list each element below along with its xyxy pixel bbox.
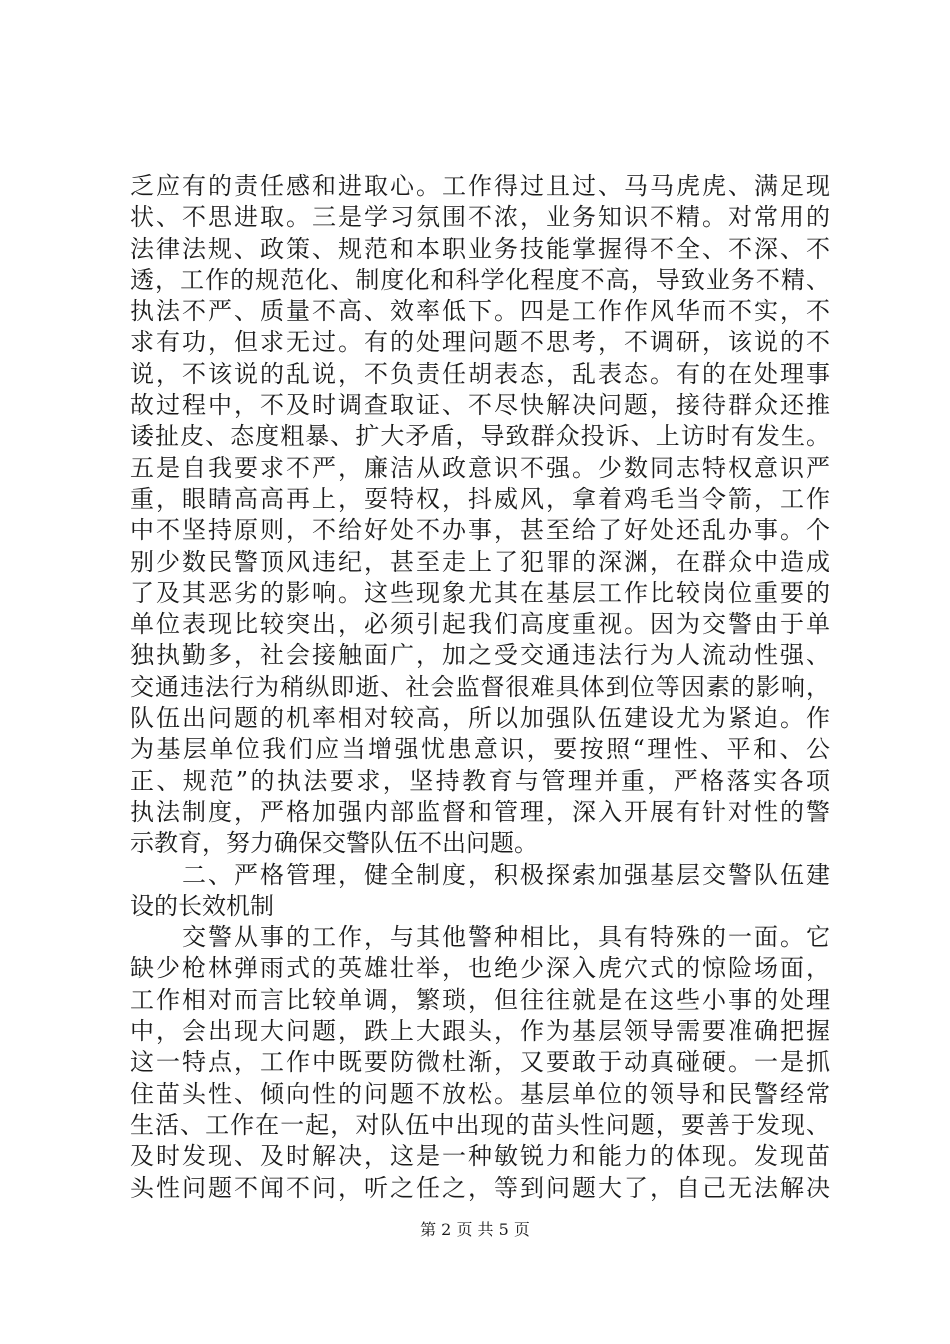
text-line: 执法不严、质量不高、效率低下。四是工作作风华而不实，不 — [130, 297, 830, 326]
text-line: 工作相对而言比较单调，繁琐，但往往就是在这些小事的处理 — [130, 985, 830, 1014]
text-line: 单位表现比较突出，必须引起我们高度重视。因为交警由于单 — [130, 610, 830, 639]
text-line: 乏应有的责任感和进取心。工作得过且过、马马虎虎、满足现 — [130, 172, 830, 200]
text-line: 中不坚持原则，不给好处不办事，甚至给了好处还乱办事。个 — [130, 516, 830, 545]
text-line: 执法制度，严格加强内部监督和管理，深入开展有针对性的警 — [130, 797, 830, 826]
text-line: 缺少枪林弹雨式的英雄壮举，也绝少深入虎穴式的惊险场面， — [130, 954, 830, 983]
text-line: 设的长效机制 — [130, 891, 274, 920]
text-line: 法律法规、政策、规范和本职业务技能掌握得不全、不深、不 — [130, 234, 830, 263]
text-line: 头性问题不闻不问，听之任之，等到问题大了，自己无法解决 — [130, 1173, 830, 1202]
text-line: 诿扯皮、态度粗暴、扩大矛盾，导致群众投诉、上访时有发生。 — [130, 422, 830, 451]
text-line: 求有功，但求无过。有的处理问题不思考，不调研，该说的不 — [130, 328, 830, 357]
text-line: 五是自我要求不严，廉洁从政意识不强。少数同志特权意识严 — [130, 453, 830, 482]
text-line: 为基层单位我们应当增强忧患意识，要按照“理性、平和、公 — [130, 735, 830, 764]
text-line: 正、规范”的执法要求，坚持教育与管理并重，严格落实各项 — [130, 766, 830, 795]
text-line: 及时发现、及时解决，这是一种敏锐力和能力的体现。发现苗 — [130, 1142, 830, 1171]
text-line: 中，会出现大问题，跌上大跟头，作为基层领导需要准确把握 — [130, 1017, 830, 1046]
text-line: 别少数民警顶风违纪，甚至走上了犯罪的深渊，在群众中造成 — [130, 547, 830, 576]
text-line: 交警从事的工作，与其他警种相比，具有特殊的一面。它 — [182, 923, 830, 952]
text-line: 故过程中，不及时调查取证、不尽快解决问题，接待群众还推 — [130, 391, 830, 420]
text-line: 重，眼睛高高再上，耍特权，抖威风，拿着鸡毛当令箭，工作 — [130, 484, 830, 513]
text-line: 生活、工作在一起，对队伍中出现的苗头性问题，要善于发现、 — [130, 1110, 830, 1139]
text-line: 二、严格管理，健全制度，积极探索加强基层交警队伍建 — [182, 860, 830, 889]
text-line: 交通违法行为稍纵即逝、社会监督很难具体到位等因素的影响， — [130, 672, 830, 701]
text-line: 这一特点，工作中既要防微杜渐，又要敢于动真碰硬。一是抓 — [130, 1048, 830, 1077]
text-line: 状、不思进取。三是学习氛围不浓，业务知识不精。对常用的 — [130, 203, 830, 232]
text-line: 说，不该说的乱说，不负责任胡表态，乱表态。有的在处理事 — [130, 359, 830, 388]
page-footer: 第 2 页 共 5 页 — [420, 1220, 530, 1239]
document-body — [130, 171, 830, 1204]
text-line: 示教育，努力确保交警队伍不出问题。 — [130, 829, 538, 858]
text-line: 了及其恶劣的影响。这些现象尤其在基层工作比较岗位重要的 — [130, 578, 830, 607]
text-line: 住苗头性、倾向性的问题不放松。基层单位的领导和民警经常 — [130, 1079, 830, 1108]
text-line: 队伍出问题的机率相对较高，所以加强队伍建设尤为紧迫。作 — [130, 704, 830, 733]
text-line: 独执勤多，社会接触面广，加之受交通违法行为人流动性强、 — [130, 641, 830, 670]
text-line: 透，工作的规范化、制度化和科学化程度不高，导致业务不精、 — [130, 265, 830, 294]
